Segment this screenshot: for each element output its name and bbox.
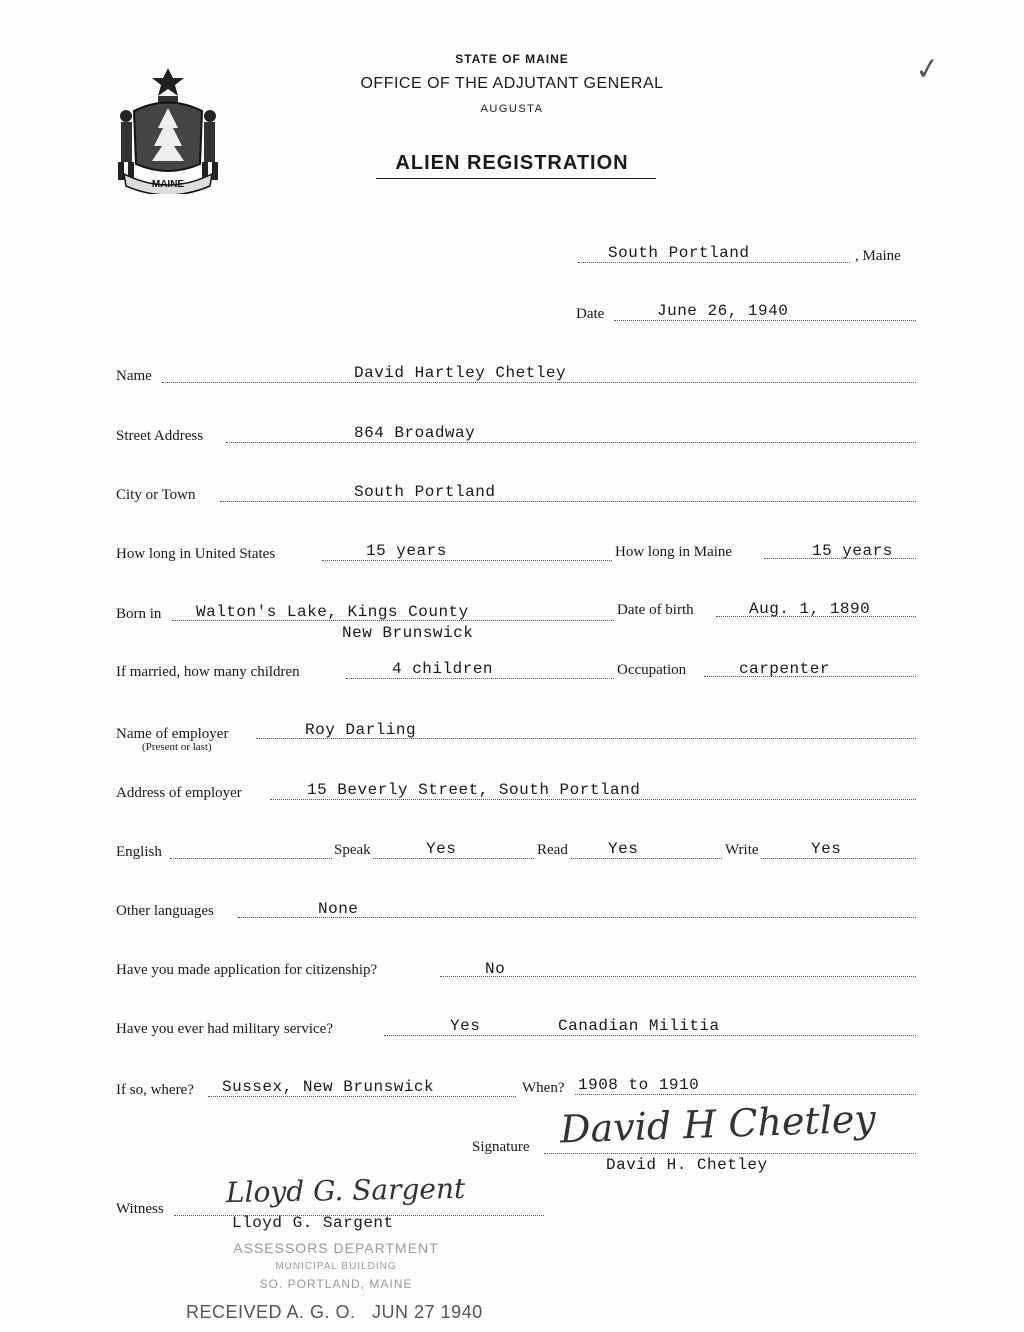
read-label: Read — [537, 842, 568, 858]
when-value: 1908 to 1910 — [578, 1076, 700, 1094]
stamp-line-1: ASSESSORS DEPARTMENT — [233, 1240, 439, 1256]
occupation-value: carpenter — [739, 660, 830, 678]
write-label: Write — [725, 842, 759, 858]
stamp-line-3: SO. PORTLAND, MAINE — [259, 1277, 413, 1291]
us-time-line — [322, 560, 612, 561]
street-label: Street Address — [116, 428, 204, 444]
other-languages-value: None — [318, 900, 359, 918]
dob-value: Aug. 1, 1890 — [749, 600, 871, 618]
header-state: STATE OF MAINE — [455, 52, 569, 66]
english-label: English — [116, 844, 162, 860]
date-line — [614, 320, 916, 321]
citizenship-value: No — [485, 960, 506, 978]
name-value: David Hartley Chetley — [354, 364, 567, 382]
employer-label: Name of employer — [116, 726, 229, 742]
employer-address-label: Address of employer — [116, 785, 242, 801]
header-office: OFFICE OF THE ADJUTANT GENERAL — [360, 75, 664, 92]
signature-label: Signature — [472, 1139, 530, 1155]
name-label: Name — [116, 368, 152, 384]
stamp-line-2: MUNICIPAL BUILDING — [275, 1261, 397, 1272]
street-line — [226, 442, 916, 443]
employer-address-value: 15 Beverly Street, South Portland — [307, 781, 641, 799]
city-value: South Portland — [354, 483, 496, 501]
born-value: Walton's Lake, Kings County — [196, 603, 469, 621]
born-value-2: New Brunswick — [342, 624, 474, 642]
other-languages-label: Other languages — [116, 903, 214, 919]
signature-handwritten: David H Chetley — [559, 1096, 877, 1152]
us-time-value: 15 years — [366, 542, 447, 560]
military-line — [384, 1035, 916, 1036]
children-value: 4 children — [392, 660, 494, 678]
place-town: South Portland — [608, 244, 750, 262]
date-label: Date — [576, 306, 605, 322]
speak-value: Yes — [426, 840, 457, 858]
place-state-label: , Maine — [855, 248, 901, 264]
city-line — [220, 501, 916, 502]
children-label: If married, how many children — [116, 664, 300, 680]
employer-sublabel: (Present or last) — [142, 741, 212, 753]
witness-label: Witness — [116, 1201, 164, 1217]
city-label: City or Town — [116, 487, 196, 503]
write-value: Yes — [811, 840, 842, 858]
speak-label: Speak — [334, 842, 371, 858]
where-label: If so, where? — [116, 1082, 194, 1098]
maine-time-value: 15 years — [812, 542, 893, 560]
street-value: 864 Broadway — [354, 424, 476, 442]
signature-typed: David H. Chetley — [606, 1156, 768, 1174]
where-line — [208, 1096, 516, 1097]
born-label: Born in — [116, 606, 162, 622]
citizenship-label: Have you made application for citizenship? — [116, 962, 378, 978]
witness-typed: Lloyd G. Sargent — [232, 1214, 394, 1232]
title-underline — [376, 178, 656, 179]
dob-label: Date of birth — [617, 602, 694, 618]
header-city: AUGUSTA — [480, 103, 544, 115]
signature-line — [544, 1153, 916, 1154]
citizenship-line — [440, 976, 916, 977]
maine-time-label: How long in Maine — [615, 544, 733, 560]
employer-value: Roy Darling — [305, 721, 417, 739]
where-value: Sussex, New Brunswick — [222, 1078, 435, 1096]
witness-handwritten: Lloyd G. Sargent — [225, 1171, 466, 1210]
received-stamp: RECEIVED A. G. O. JUN 27 1940 — [186, 1302, 483, 1322]
children-line — [346, 678, 614, 679]
place-line — [578, 262, 850, 263]
employer-address-line — [270, 799, 916, 800]
date-value: June 26, 1940 — [657, 302, 789, 320]
when-label: When? — [522, 1080, 565, 1096]
svg-text:MAINE: MAINE — [151, 179, 185, 190]
us-time-label: How long in United States — [116, 546, 276, 562]
occupation-label: Occupation — [617, 662, 687, 678]
military-value: Yes — [450, 1017, 481, 1035]
military-label: Have you ever had military service? — [116, 1021, 333, 1037]
name-line — [162, 382, 916, 383]
page-title: ALIEN REGISTRATION — [395, 152, 629, 174]
check-mark: ✓ — [912, 50, 943, 89]
when-line — [575, 1094, 916, 1095]
military-value-2: Canadian Militia — [558, 1017, 720, 1035]
read-value: Yes — [608, 840, 639, 858]
